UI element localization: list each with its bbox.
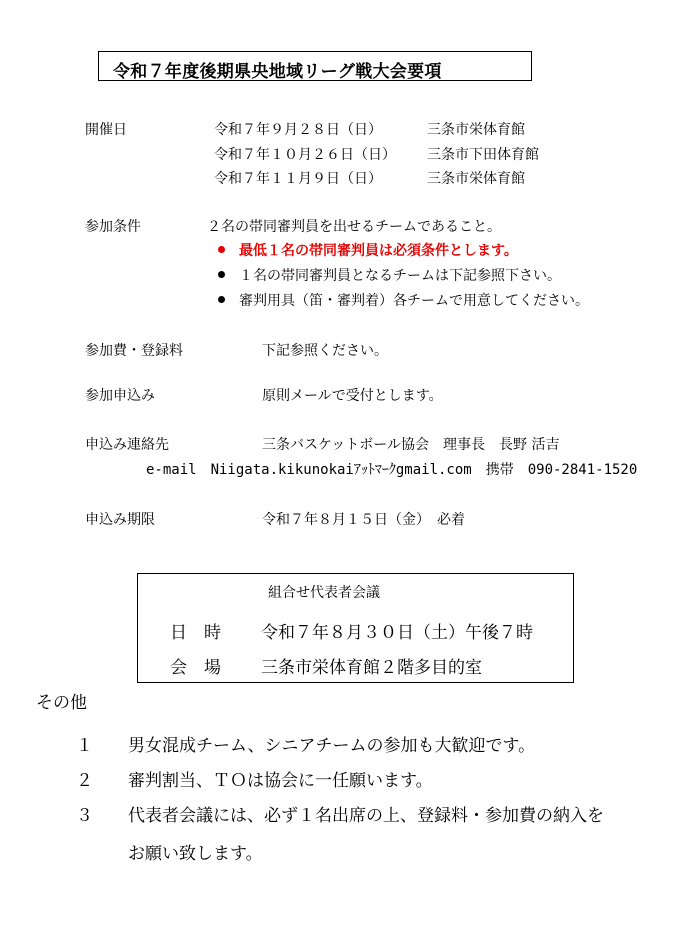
title-box xyxy=(98,51,532,81)
other-item-2-text: 審判割当、ＴＯは協会に一任願います。 xyxy=(128,771,433,791)
date-2: 令和７年１０月２６日（日） xyxy=(214,147,396,163)
fee-label: 参加費・登録料 xyxy=(85,343,183,359)
application-label: 参加申込み xyxy=(85,388,155,404)
bullet-icon xyxy=(218,246,225,253)
bullet-icon xyxy=(218,296,225,303)
meeting-datetime-value: 令和７年８月３０日（土）午後７時 xyxy=(261,623,533,643)
other-item-3-cont: お願い致します。 xyxy=(128,844,263,864)
dates-label: 開催日 xyxy=(85,122,127,138)
venue-1: 三条市栄体育館 xyxy=(427,122,525,138)
condition-bullet-2: １名の帯同審判員となるチームは下記参照下さい。 xyxy=(218,265,561,285)
meeting-venue-label: 会 場 xyxy=(170,658,221,678)
fee-value: 下記参照ください。 xyxy=(262,343,388,359)
bullet-icon xyxy=(218,271,225,278)
other-item-1-num: １ xyxy=(76,736,93,756)
meeting-datetime-label: 日 時 xyxy=(170,623,221,643)
deadline-label: 申込み期限 xyxy=(85,512,155,528)
other-item-3-text: 代表者会議には、必ず１名出席の上、登録料・参加費の納入を xyxy=(128,806,604,826)
other-item-2-num: ２ xyxy=(76,771,93,791)
document-title: 令和７年度後期県央地域リーグ戦大会要項 xyxy=(113,62,442,82)
other-heading: その他 xyxy=(36,693,87,713)
condition-bullet-1: 最低１名の帯同審判員は必須条件とします。 xyxy=(218,240,518,260)
conditions-main: ２名の帯同審判員を出せるチームであること。 xyxy=(207,219,501,235)
contact-org: 三条バスケットボール協会 理事長 長野 活吉 xyxy=(262,437,560,453)
contact-label: 申込み連絡先 xyxy=(85,437,169,453)
application-value: 原則メールで受付とします。 xyxy=(262,388,443,404)
venue-3: 三条市栄体育館 xyxy=(427,171,525,187)
deadline-value: 令和７年８月１５日（金） 必着 xyxy=(262,512,465,528)
condition-bullet-3: 審判用具（笛・審判着）各チームで用意してください。 xyxy=(218,290,589,310)
date-1: 令和７年９月２８日（日） xyxy=(214,122,382,138)
meeting-venue-value: 三条市栄体育館２階多目的室 xyxy=(261,658,482,678)
contact-email-line: e-mail Niigata.kikunokaiｱｯﾄﾏｰｸgmail.com 携帯 090-2841-1520 xyxy=(146,462,638,478)
meeting-box xyxy=(137,573,574,683)
conditions-label: 参加条件 xyxy=(85,219,141,235)
other-item-3-num: ３ xyxy=(76,806,93,826)
meeting-title: 組合せ代表者会議 xyxy=(268,585,380,601)
venue-2: 三条市下田体育館 xyxy=(427,147,539,163)
date-3: 令和７年１１月９日（日） xyxy=(214,171,382,187)
other-item-1-text: 男女混成チーム、シニアチームの参加も大歓迎です。 xyxy=(128,736,536,756)
